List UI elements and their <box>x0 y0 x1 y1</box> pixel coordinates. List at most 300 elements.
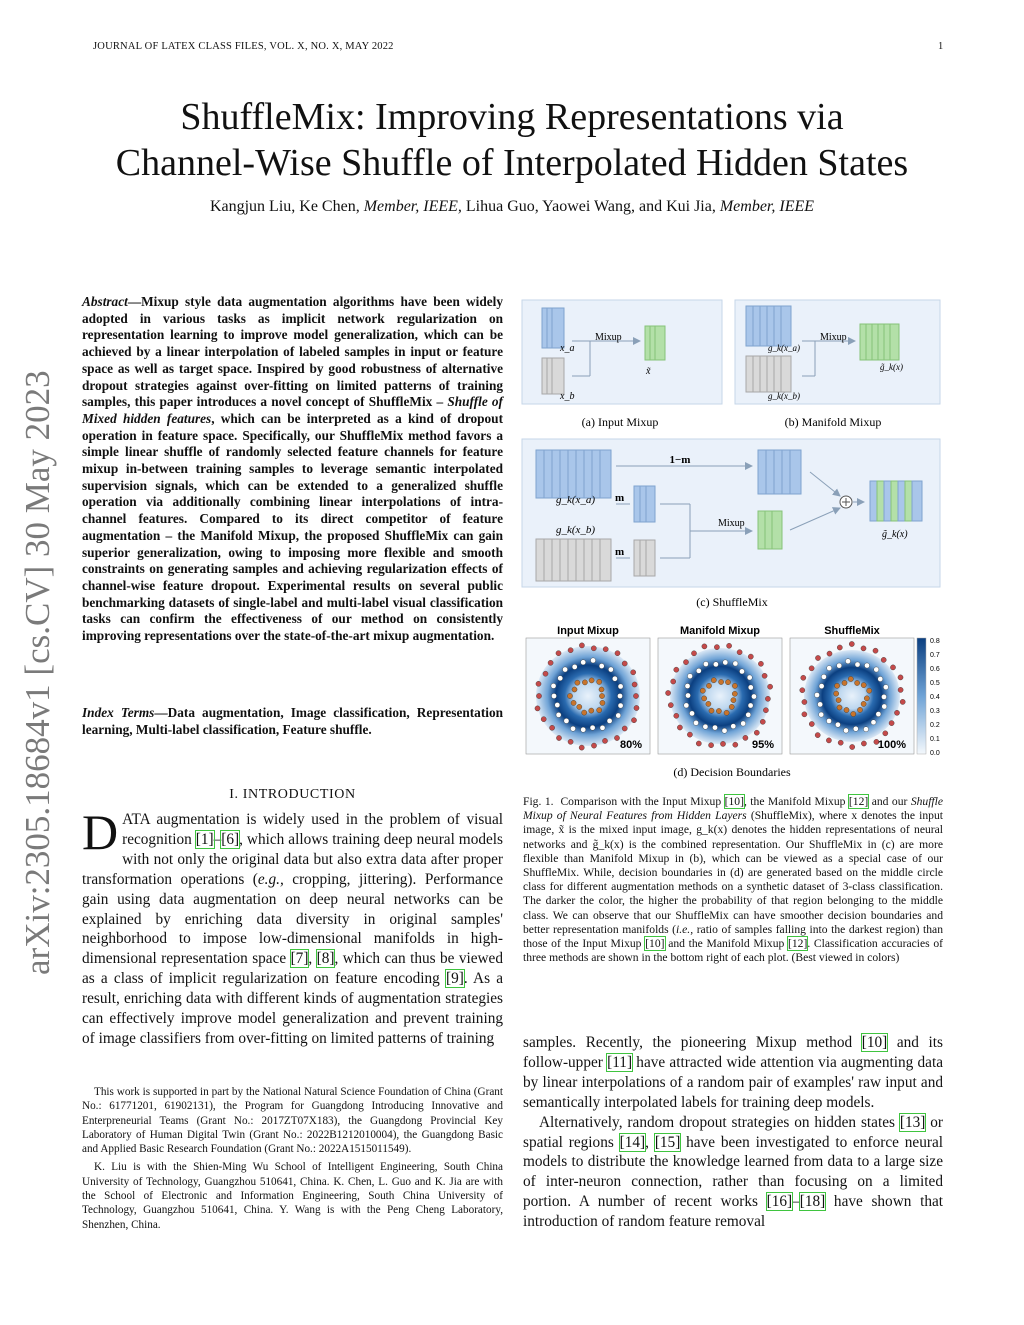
sample-point <box>818 702 823 707</box>
colorbar-tick-label: 0.0 <box>930 750 940 757</box>
section-heading: I. INTRODUCTION <box>229 787 356 802</box>
author-names-2: Lihua Guo, Yaowei Wang, and Kui Jia, <box>465 198 716 215</box>
sample-point <box>800 688 805 693</box>
label-gktilde-c: g̃_k(x) <box>882 529 908 540</box>
intro-text: cropping, jittering). Performance gain using data augmentation on deep neural networks can be explained by enriching data diversity in original samples' neighborhood to impose low-dimensional manifolds in high-dimensional representation space <box>82 870 503 968</box>
sample-point <box>861 646 866 651</box>
sample-point <box>556 651 561 656</box>
sample-point <box>535 706 540 711</box>
sample-point <box>581 727 586 732</box>
running-header: JOURNAL OF LATEX CLASS FILES, VOL. X, NO. X, MAY 2022 <box>93 41 394 52</box>
body-text: Alternatively, random dropout strategies on hidden states <box>539 1113 900 1131</box>
citation-link[interactable]: [13] <box>899 1113 926 1131</box>
colorbar-tick-label: 0.2 <box>930 722 940 729</box>
sample-point <box>733 742 738 747</box>
sample-point <box>863 727 868 732</box>
caption-text: and the Manifold Mixup <box>664 937 788 951</box>
drop-cap: D <box>82 804 119 860</box>
sample-point <box>871 720 876 725</box>
sample-point <box>536 693 541 698</box>
sample-point <box>618 703 623 708</box>
sample-point <box>622 661 627 666</box>
caption-label: Fig. 1. <box>523 795 554 808</box>
sample-point <box>725 680 730 685</box>
sample-point <box>765 696 770 701</box>
sample-point <box>861 741 866 746</box>
sample-point <box>687 674 692 679</box>
sample-point <box>857 707 862 712</box>
sample-point <box>861 683 866 688</box>
sample-point <box>582 680 587 685</box>
sample-point <box>754 730 759 735</box>
sample-point <box>802 712 807 717</box>
sample-point <box>687 732 692 737</box>
sample-point <box>763 708 768 713</box>
body-text: or spatial regions <box>523 1113 943 1151</box>
plot-group <box>526 638 914 754</box>
sample-point <box>550 725 555 730</box>
label-xa: x_a <box>560 343 575 354</box>
caption-text: Comparison with the Input Mixup <box>560 795 725 808</box>
sample-point <box>747 675 752 680</box>
sample-point <box>563 667 568 672</box>
label-one-minus-m: 1−m <box>669 454 691 466</box>
sample-point <box>600 725 605 730</box>
intro-paragraph <box>82 804 503 1049</box>
sample-point <box>768 684 773 689</box>
sample-point <box>634 705 639 710</box>
author-membership-2: Member, IEEE <box>719 198 815 215</box>
sample-point <box>582 710 587 715</box>
sample-point <box>711 678 716 683</box>
citation-link[interactable]: [12] <box>787 937 808 951</box>
sample-point <box>848 676 853 681</box>
caption-italic: i.e., <box>676 922 694 936</box>
sample-point <box>835 722 840 727</box>
paragraph <box>523 1113 943 1232</box>
caption-text: (ShuffleMix), where x denotes the input image, x̃ is the mixed input image, g_k(x) denotes the hidden representations of neural networks and g̃_k(x) is the combined representation. Our ShuffleMix in (c) are more flexible than Manifold Mixup in (b), which can be viewed as a special case of our ShuffleMix. While, decision boundaries in (d) are generated based on the middle circle class for different augmentation methods on a synthetic dataset of 3-class classification. The darker the color, the higher the probability of that region belonging to the middle class. We can observe that our ShuffleMix can have smoother decision boundaries and better representation manifolds ( <box>523 809 943 936</box>
hidden-b-stack <box>746 356 791 392</box>
sample-point <box>731 698 736 703</box>
sample-point <box>608 667 613 672</box>
sample-point <box>568 648 573 653</box>
sample-point <box>703 724 708 729</box>
sample-point <box>762 673 767 678</box>
sample-point <box>826 718 831 723</box>
sample-point <box>712 725 717 730</box>
sample-point <box>864 663 869 668</box>
mixed-channel-stack <box>758 511 782 549</box>
paragraph <box>523 1033 943 1113</box>
sample-point <box>551 683 556 688</box>
sample-point <box>631 670 636 675</box>
body-text: have attracted wide attention via augmenting data by linear interpolations of a random pair of examples' raw input and semantically interpolated labels for training deep models. <box>523 1053 943 1111</box>
sample-point <box>603 647 608 652</box>
citation-link[interactable]: [8] <box>316 950 335 968</box>
body-text: samples. Recently, the pioneering Mixup method <box>523 1034 862 1051</box>
intro-text: . As a result, enriching data with different kinds of augmentation strategies can effectively improve model generalization and prevent training of image classifiers from over-fitting on limited patterns of training <box>82 970 503 1047</box>
index-terms-text: —Data augmentation, Image classification, Representation learning, Multi-label classification, Feature shuffle. <box>82 705 503 737</box>
sample-point <box>890 665 895 670</box>
label-m-b: m <box>615 546 625 558</box>
shuffle-input-a-stack <box>536 450 611 498</box>
sample-point <box>691 651 696 656</box>
sample-point <box>889 721 894 726</box>
input-b-stack <box>542 358 564 394</box>
accuracy-manifold-mixup: 95% <box>751 739 774 751</box>
abstract-label: Abstract <box>82 294 128 309</box>
sample-point <box>748 654 753 659</box>
sample-point <box>751 694 756 699</box>
sample-point <box>709 743 714 748</box>
sample-point <box>671 679 676 684</box>
sample-point <box>729 704 734 709</box>
intro-text: ATA augmentation is widely used in the problem of visual recognition <box>122 811 503 848</box>
sample-point <box>876 712 881 717</box>
citation-link[interactable]: [10] <box>724 795 744 808</box>
sample-point <box>674 713 679 718</box>
sample-point <box>748 703 753 708</box>
figure-1-svg <box>520 296 950 786</box>
sample-point <box>894 710 899 715</box>
sample-point <box>556 735 561 740</box>
right-column-body <box>523 1033 943 1232</box>
sample-point <box>819 684 824 689</box>
sample-point <box>900 699 905 704</box>
sample-point <box>631 718 636 723</box>
sample-point <box>703 661 708 666</box>
sample-point <box>861 701 866 706</box>
citation-link[interactable]: [10] <box>861 1034 888 1051</box>
sample-point <box>809 666 814 671</box>
sample-point <box>589 678 594 683</box>
sample-point <box>685 693 690 698</box>
sample-point <box>622 726 627 731</box>
subcaption-c: (c) ShuffleMix <box>696 595 768 609</box>
sample-point <box>883 731 888 736</box>
sample-point <box>579 643 584 648</box>
sample-point <box>572 664 577 669</box>
sample-point <box>883 685 888 690</box>
intro-text: , which can thus be viewed as a class of implicit regularization on feature encoding <box>82 950 503 988</box>
abstract <box>82 294 503 645</box>
mixed-hidden-stack <box>860 324 899 360</box>
colorbar-ticks <box>930 638 940 757</box>
selected-a-stack <box>634 486 655 522</box>
citation-link[interactable]: [16] <box>766 1193 793 1211</box>
sample-point <box>837 645 842 650</box>
subcaption-d: (d) Decision Boundaries <box>673 765 791 779</box>
sample-point <box>838 740 843 745</box>
sample-point <box>589 708 594 713</box>
plot-title-manifold-mixup: Manifold Mixup <box>679 625 761 637</box>
body-text: – <box>792 1193 800 1211</box>
sample-point <box>837 705 842 710</box>
author-list <box>40 198 984 216</box>
colorbar-tick-label: 0.1 <box>930 736 940 743</box>
sample-point <box>591 646 596 651</box>
citation-link[interactable]: [9] <box>446 970 464 988</box>
arxiv-stamp: arXiv:2305.18684v1 [cs.CV] 30 May 2023 <box>18 370 57 975</box>
mixup-label-b: Mixup <box>820 332 847 343</box>
title-line-1: ShuffleMix: Improving Representations via <box>180 96 844 138</box>
body-text: have shown that introduction of random feature removal <box>523 1193 944 1231</box>
sample-point <box>881 657 886 662</box>
plot-title-shufflemix: ShuffleMix <box>824 625 880 637</box>
sample-point <box>556 712 561 717</box>
sample-point <box>607 718 612 723</box>
sample-point <box>898 687 903 692</box>
index-terms <box>82 705 503 738</box>
sample-point <box>632 682 637 687</box>
sample-point <box>555 702 560 707</box>
sample-point <box>668 703 673 708</box>
sample-point <box>758 661 763 666</box>
colorbar-tick-label: 0.4 <box>930 694 940 701</box>
mixup-label-a: Mixup <box>595 332 622 343</box>
sample-point <box>801 675 806 680</box>
sample-point <box>579 745 584 750</box>
figure-caption <box>523 795 943 965</box>
caption-text: and our <box>868 795 911 808</box>
sample-point <box>618 684 623 689</box>
accuracy-input-mixup: 80% <box>619 739 642 751</box>
sample-point <box>696 668 701 673</box>
sample-point <box>541 717 546 722</box>
sample-point <box>564 718 569 723</box>
colorbar-tick-label: 0.7 <box>930 652 940 659</box>
sample-point <box>548 660 553 665</box>
sample-point <box>714 645 719 650</box>
subcaption-b: (b) Manifold Mixup <box>784 415 882 429</box>
title-line-2: Channel-Wise Shuffle of Interpolated Hidden States <box>115 142 909 184</box>
label-gktilde-b: g̃_k(x) <box>880 362 903 372</box>
sample-point <box>882 704 887 709</box>
sample-point <box>633 693 638 698</box>
sample-point <box>577 704 582 709</box>
sample-point <box>558 676 563 681</box>
abstract-text-b: , which can be interpreted as a kind of dropout operation in feature space. Specifically, our ShuffleMix method favors a simple linear shuffle of randomly selected feature channels for feature mixup in-between training samples to leverage semantic interpolated supervision signals, which can be extended to a generalized shuffle operation via additionally combining linear interpolations of intra-channel features. Compared to its direct competitor of feature augmentation – the Manifold Mixup, the proposed ShuffleMix can gain superior generalization, owing to imposing more flexible and smooth constraints on generating samples and achieving regularization effects of channel-wise feature dropout. Experimental results on several public benchmarking datasets of single-label and multi-label visual classification tasks can confirm the effectiveness of our method on consistently improving representations over the state-of-the-art mixup augmentation. <box>82 410 503 644</box>
label-xtilde: x̃ <box>646 366 651 377</box>
sample-point <box>702 644 707 649</box>
citation-link[interactable]: [12] <box>848 795 869 808</box>
sample-point <box>572 687 577 692</box>
sample-point <box>743 735 748 740</box>
abstract-text-a: —Mixup style data augmentation algorithms have been widely adopted in various tasks as implicit network regularization on representation learning to improve model generalization, which can be achieved by a linear interpolation of labeled samples in input or feature space as well as target space. Inspired by good robustness of alternative dropout strategies against over-fitting on limited patterns of training samples, this paper introduces a novel concept of ShuffleMix – <box>82 294 503 410</box>
sample-point <box>851 711 856 716</box>
sample-point <box>809 721 814 726</box>
sample-point <box>674 667 679 672</box>
decision-boundaries <box>526 625 940 757</box>
sample-point <box>719 679 724 684</box>
sample-point <box>834 691 839 696</box>
plot-title-input-mixup: Input Mixup <box>557 625 619 637</box>
accuracy-shufflemix: 100% <box>877 739 906 751</box>
mixup-label-c: Mixup <box>718 518 745 529</box>
sample-point <box>827 651 832 656</box>
colorbar <box>917 638 926 754</box>
sample-point <box>599 693 604 698</box>
sample-point <box>600 700 605 705</box>
citation-link[interactable]: [14] <box>619 1133 646 1151</box>
colorbar-tick-label: 0.3 <box>930 708 940 715</box>
intro-text: , <box>308 950 317 968</box>
sample-point <box>571 700 576 705</box>
sample-point <box>597 708 602 713</box>
author-names-1: Kangjun Liu, Ke Chen, <box>209 198 360 215</box>
abstract-text-italic: Shuffle of Mixed hidden features <box>82 394 503 426</box>
sample-point <box>836 698 841 703</box>
citation-link[interactable]: [1] <box>195 830 214 848</box>
sample-point <box>567 693 572 698</box>
intro-text: – <box>213 830 222 848</box>
sample-point <box>737 650 742 655</box>
sample-point <box>612 676 617 681</box>
sample-point <box>855 680 860 685</box>
sample-point <box>739 669 744 674</box>
sample-point <box>741 721 746 726</box>
sample-point <box>898 675 903 680</box>
sample-point <box>748 685 753 690</box>
sample-point <box>616 713 621 718</box>
sample-point <box>733 661 738 666</box>
sample-point <box>802 699 807 704</box>
sample-point <box>568 739 573 744</box>
sample-point <box>844 707 849 712</box>
citation-link[interactable]: [11] <box>607 1053 633 1071</box>
sample-point <box>720 741 725 746</box>
sample-point <box>677 725 682 730</box>
intro-text-italic: e.g., <box>257 870 284 888</box>
sample-point <box>709 708 714 713</box>
sample-point <box>615 651 620 656</box>
sample-point <box>853 726 858 731</box>
label-gkb-c: g_k(x_b) <box>556 524 596 536</box>
colorbar-tick-label: 0.8 <box>930 638 940 645</box>
citation-link[interactable]: [7] <box>290 950 309 968</box>
shuffled-output-stack <box>870 481 922 521</box>
sample-point <box>881 694 886 699</box>
footnote <box>82 1085 503 1236</box>
sample-point <box>551 693 556 698</box>
mixed-input-stack <box>645 326 665 360</box>
label-m-a: m <box>615 492 625 504</box>
sample-point <box>819 712 824 717</box>
sample-point <box>702 696 707 701</box>
sample-point <box>826 738 831 743</box>
sample-point <box>696 741 701 746</box>
sample-point <box>684 703 689 708</box>
sample-point <box>683 660 688 665</box>
sample-point <box>843 728 848 733</box>
sample-point <box>591 658 596 663</box>
sample-point <box>617 693 622 698</box>
page-number: 1 <box>938 41 944 52</box>
sample-point <box>706 683 711 688</box>
subcaption-a: (a) Input Mixup <box>581 415 659 429</box>
citation-link[interactable]: [18] <box>799 1193 826 1211</box>
sample-point <box>842 680 847 685</box>
sample-point <box>746 712 751 717</box>
colorbar-tick-label: 0.6 <box>930 666 940 673</box>
sample-point <box>723 660 728 665</box>
footnote-affiliations: K. Liu is with the Shien-Ming Wu School of Intelligent Engineering, South China University of Technology, Guangzhou 510641, China. K. Chen, L. Guo and K. Jia are with the School of Electronic and Information Engineering, South China University of Technology, Guangzhou 510641, China. Y. Wang is with the Peng Cheng Laboratory, Shenzhen, China. <box>82 1161 503 1231</box>
caption-text: ratio of samples falling into the darkest region) than those of the Input Mixup <box>523 922 943 951</box>
sample-point <box>581 660 586 665</box>
footnote-funding: This work is supported in part by the National Natural Science Foundation of China (Grant No.: 61771201, 61902131), the Program for Guangdong Introducing Innovative and Enterpreneurial Teams (Grant No.: 2017ZT07X183), the Guangdong Provincial Key Laboratory of Human Digital Twin (Grant No.: 2022B1212010004), the Guangdong Basic and Applied Basic Research Foundation (Grant No.: 2022A1515011549). <box>82 1086 503 1156</box>
sample-point <box>575 680 580 685</box>
sample-point <box>731 724 736 729</box>
body-text: have been investigated to enforce neural models to distribute the knowledge learned from data to a large size of inter-neuron connection, rather than focusing on a limited portion. A number of recent works <box>523 1133 943 1211</box>
sample-point <box>850 744 855 749</box>
label-gka-c: g_k(x_a) <box>556 494 596 506</box>
sample-point <box>814 692 819 697</box>
caption-text: , the Manifold Mixup <box>743 795 849 808</box>
sample-point <box>864 696 869 701</box>
sample-point <box>722 728 727 733</box>
sample-point <box>685 683 690 688</box>
sample-point <box>815 655 820 660</box>
sample-point <box>855 662 860 667</box>
label-gka: g_k(x_a) <box>768 343 800 353</box>
sample-point <box>815 733 820 738</box>
sample-point <box>732 691 737 696</box>
sample-point <box>591 743 596 748</box>
body-text: and its follow-upper <box>523 1034 943 1071</box>
sample-point <box>536 681 541 686</box>
label-xb: x_b <box>560 391 575 402</box>
sample-point <box>878 676 883 681</box>
sample-point <box>689 711 694 716</box>
sample-point <box>867 688 872 693</box>
body-text: , <box>645 1133 655 1151</box>
shuffle-input-b-stack <box>536 539 611 581</box>
caption-italic: Shuffle Mixup of Neural Features from Hidden Layers <box>523 795 944 823</box>
sample-point <box>845 659 850 664</box>
sample-point <box>827 666 832 671</box>
sample-point <box>837 663 842 668</box>
colorbar-tick-label: 0.5 <box>930 680 940 687</box>
index-terms-label: Index Terms <box>82 705 155 720</box>
sample-point <box>716 708 721 713</box>
sample-point <box>602 738 607 743</box>
author-membership-1: Member, IEEE, <box>363 198 462 215</box>
label-gkb: g_k(x_b) <box>768 391 800 401</box>
sample-point <box>599 687 604 692</box>
sample-point <box>706 701 711 706</box>
input-a-stack <box>542 308 564 348</box>
sample-point <box>700 688 705 693</box>
sample-point <box>835 683 840 688</box>
sample-point <box>874 667 879 672</box>
figure-1 <box>520 296 950 786</box>
sample-point <box>713 662 718 667</box>
sample-point <box>614 735 619 740</box>
caption-text: . Classification accuracies of three methods are shown in the bottom right of each plot. (Best viewed in colors) <box>523 937 943 965</box>
citation-link[interactable]: [10] <box>645 937 665 951</box>
sample-point <box>760 719 765 724</box>
unselected-a-stack <box>758 450 801 494</box>
sample-point <box>727 643 732 648</box>
citation-link[interactable]: [15] <box>654 1133 681 1151</box>
citation-link[interactable]: [6] <box>221 830 240 848</box>
sample-point <box>873 648 878 653</box>
selected-b-stack <box>634 540 655 576</box>
sample-point <box>732 683 737 688</box>
hidden-a-stack <box>746 306 791 346</box>
sample-point <box>599 663 604 668</box>
paper-title <box>40 94 984 186</box>
